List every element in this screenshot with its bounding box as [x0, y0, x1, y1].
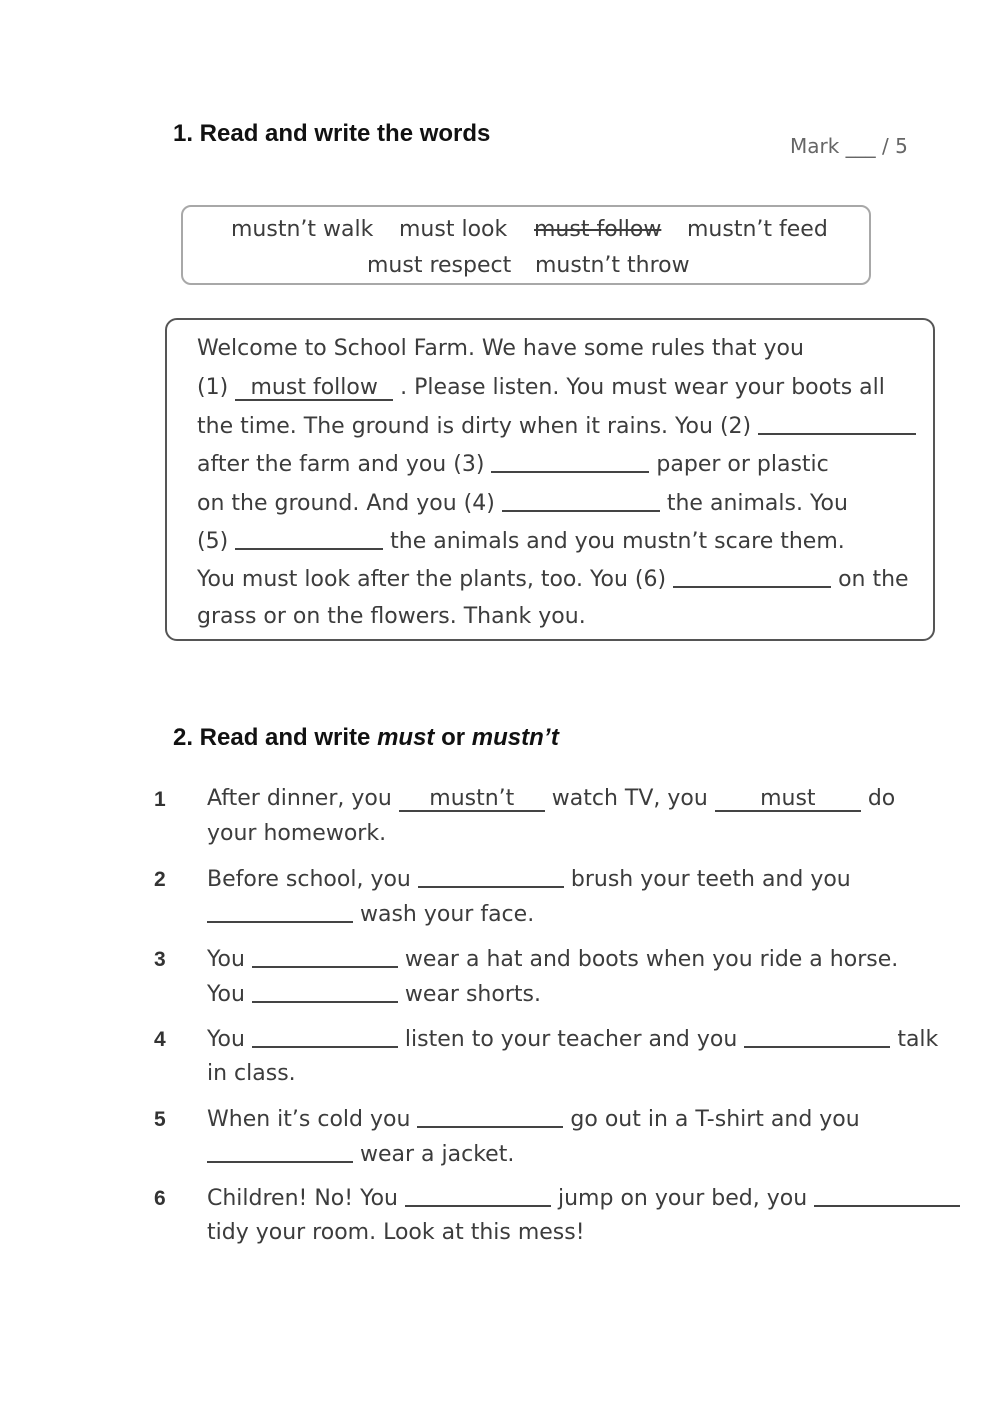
item-number: 2: [154, 868, 166, 891]
item-number: 3: [154, 948, 166, 971]
passage-line: grass or on the flowers. Thank you.: [197, 604, 586, 629]
passage-line: Welcome to School Farm. We have some rules that you: [197, 336, 804, 361]
item5-answer-blank-2[interactable]: [207, 1141, 353, 1163]
answer-blank-2[interactable]: [758, 413, 916, 435]
answer-blank-6[interactable]: [673, 566, 831, 588]
word-bank: [181, 205, 871, 285]
exercise-line: After dinner, you mustn’t watch TV, you must do: [207, 786, 896, 811]
section1-heading: 1. Read and write the words: [173, 120, 491, 147]
answer-blank-3[interactable]: [491, 451, 649, 473]
item1-answer-blank-2[interactable]: must: [715, 788, 861, 812]
exercise-line: You listen to your teacher and you talk: [207, 1027, 939, 1052]
item4-answer-blank-2[interactable]: [744, 1026, 890, 1048]
exercise-line: You wear shorts.: [207, 982, 541, 1007]
exercise-line: wear a jacket.: [207, 1141, 514, 1167]
item-number: 5: [154, 1108, 166, 1131]
word-bank-item-used: must follow: [534, 217, 662, 242]
item6-answer-blank-1[interactable]: [405, 1185, 551, 1207]
word-bank-item: mustn’t throw: [535, 253, 690, 278]
exercise-line: When it’s cold you go out in a T-shirt and you: [207, 1107, 860, 1132]
exercise-line: You wear a hat and boots when you ride a horse.: [207, 947, 899, 972]
word-bank-item: mustn’t feed: [687, 217, 828, 242]
exercise-line: in class.: [207, 1061, 296, 1086]
passage-line: the time. The ground is dirty when it rains. You (2): [197, 413, 916, 439]
exercise-line: tidy your room. Look at this mess!: [207, 1220, 585, 1245]
item3-answer-blank-1[interactable]: [252, 946, 398, 968]
exercise-line: Before school, you brush your teeth and you: [207, 867, 851, 892]
word-bank-item: mustn’t walk: [231, 217, 374, 242]
passage-line: You must look after the plants, too. You (6) on the: [197, 567, 909, 592]
item1-answer-blank-1[interactable]: mustn’t: [399, 788, 545, 812]
answer-blank-4[interactable]: [502, 490, 660, 512]
word-bank-item: must look: [399, 217, 508, 242]
item-number: 1: [154, 788, 166, 811]
item2-answer-blank-2[interactable]: [207, 901, 353, 923]
item-number: 6: [154, 1187, 166, 1210]
exercise-line: your homework.: [207, 821, 387, 846]
exercise-line: Children! No! You jump on your bed, you: [207, 1185, 960, 1211]
item4-answer-blank-1[interactable]: [252, 1026, 398, 1048]
item3-answer-blank-2[interactable]: [252, 981, 398, 1003]
passage-line: (1) must follow . Please listen. You must wear your boots all: [197, 375, 885, 400]
item2-answer-blank-1[interactable]: [418, 866, 564, 888]
exercise-line: wash your face.: [207, 901, 534, 927]
passage-line: (5) the animals and you mustn’t scare them.: [197, 529, 845, 554]
item5-answer-blank-1[interactable]: [417, 1106, 563, 1128]
passage-line: on the ground. And you (4) the animals. You: [197, 491, 848, 516]
passage-box: [165, 318, 935, 641]
item-number: 4: [154, 1028, 166, 1051]
answer-blank-1[interactable]: must follow: [235, 377, 393, 401]
answer-blank-5[interactable]: [235, 528, 383, 550]
section2-heading: 2. Read and write must or mustn’t: [173, 724, 559, 751]
word-bank-item: must respect: [367, 253, 512, 278]
item6-answer-blank-2[interactable]: [814, 1185, 960, 1207]
passage-line: after the farm and you (3) paper or plastic: [197, 452, 829, 477]
mark-score-fragment: Mark ___ / 5: [790, 134, 908, 158]
